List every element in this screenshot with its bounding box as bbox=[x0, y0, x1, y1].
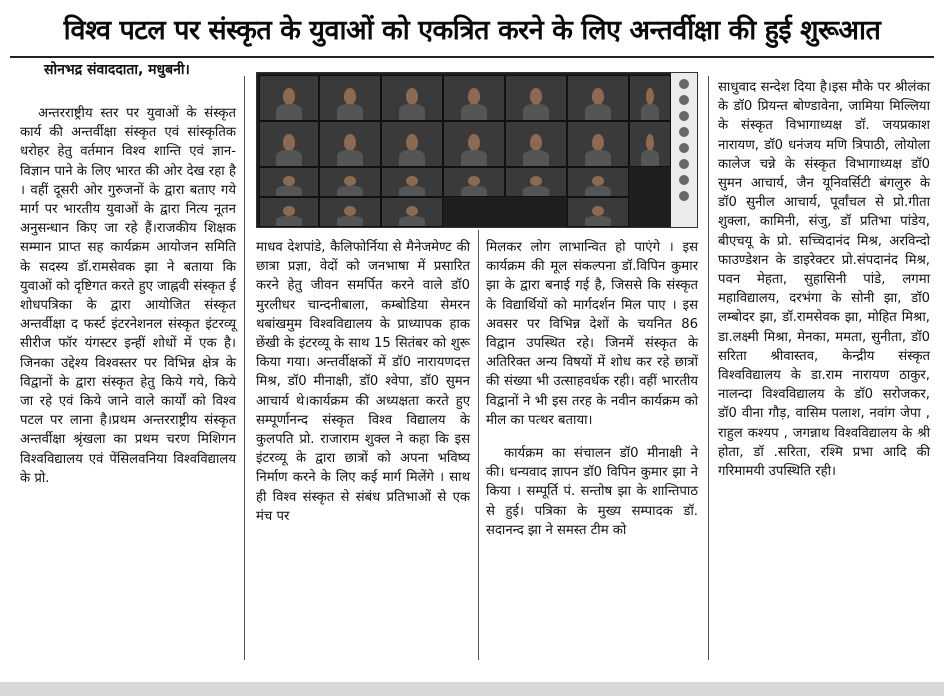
participant-tile bbox=[505, 167, 567, 197]
participant-tile bbox=[567, 167, 629, 197]
column-3-text-b: कार्यक्रम का संचालन डॉ0 मीनाक्षी ने की। धन्यवाद ज्ञापन डॉ0 विपिन कुमार झा ने किया । सम्पूर्ति पं. सन्तोष झा के शान्तिपाठ से हुई। पत्रिका के मुख्य सम्पादक डॉ. सदानन्द झा ने समस्त टीम को bbox=[486, 446, 698, 538]
participant-tile bbox=[259, 75, 319, 121]
article-column-3 bbox=[486, 238, 698, 540]
participant-tile bbox=[629, 75, 671, 121]
participant-tile bbox=[319, 197, 381, 227]
participant-tile bbox=[381, 167, 443, 197]
participant-tile bbox=[505, 75, 567, 121]
participant-tile bbox=[381, 121, 443, 167]
column-divider-1 bbox=[244, 76, 245, 660]
participant-tile bbox=[319, 121, 381, 167]
column-divider-2 bbox=[478, 230, 479, 660]
article-column-2 bbox=[256, 238, 470, 526]
participant-tile bbox=[319, 167, 381, 197]
article-column-4 bbox=[718, 78, 930, 481]
article-column-1 bbox=[20, 104, 236, 488]
byline: सोनभद्र संवाददाता, मधुबनी। bbox=[44, 62, 190, 78]
participant-tile bbox=[629, 121, 671, 167]
column-divider-3 bbox=[708, 76, 709, 660]
column-3-text-a: मिलकर लोग लाभान्वित हो पाएंगे । इस कार्यक्रम की मूल संकल्पना डॉ.विपिन कुमार झा के द्वारा बनाई गई है, जिससे कि संस्कृत के विद्यार्थियों को मार्गदर्शन मिल पाए । इस अवसर पर विभिन्न देशों के चयनित 86 विद्वान उपस्थित रहे। जिनमें संस्कृत के अतिरिक्त अन्य विषयों में शोध कर रहे छात्रों की संख्या भी उत्साहवर्धक रही। वहीं भारतीय विद्वानों ने भी इस तरह के नवीन कार्यक्रम को मील का पत्थर बताया। bbox=[486, 240, 698, 428]
participant-tile bbox=[567, 75, 629, 121]
participant-tile bbox=[443, 121, 505, 167]
participant-tile bbox=[381, 75, 443, 121]
participant-tile bbox=[259, 167, 319, 197]
participant-tile bbox=[567, 197, 629, 227]
column-4-text: साधुवाद सन्देश दिया है।इस मौके पर श्रीलंका के डॉ0 प्रियन्त बोण्डावेना, जामिया मिल्लिया के संस्कृत विभागाध्यक्ष डॉ. जयप्रकाश नारायण, डॉ0 धनंजय मणि त्रिपाठी, लोयोला कालेज चन्ने के संस्कृत विभागाध्यक्ष डॉ0 सुमन आचार्य, जैन यूनिवर्सिटी बंगलुरु के डॉ0 सुनील आचार्य, पूर्वांचल से प्रो.गीता शुक्ला, कामिनी, संजु, डॉ प्रतिभा पांडेय, बीएचयू के प्रो. सच्चिदानंद मिश्र, अरविन्दो फाउण्डेशन के डाइरेक्टर प्रो.संपदानंद मिश्र, पवन मेहता, सुहासिनी पांडे, लगमा महाविद्यालय, दरभंगा के सोनी झा, डॉ0 लम्बोदर झा, डॉ.रामसेवक झा, मोहित मिश्रा, डा.लक्ष्मी मिश्रा, मेनका, ममता, सुनीता, डॉ0 सरिता श्रीवास्तव, केन्द्रीय संस्कृत विश्वविद्यालय के डा.राम नारायण ठाकुर, नालन्दा विश्वविद्यालय के डॉ0 सरोजकर, डॉ0 वीना गौड़, वासिम पलाश, नवांग जेपा , राहुल कश्यप , जगन्नाथ विश्वविद्यालय के श्री होता, डॉ .सरिता, रश्मि प्रभा आदि की गरिमामयी उपस्थिति रही। bbox=[718, 80, 930, 480]
participant-tile bbox=[443, 167, 505, 197]
participant-tile bbox=[381, 197, 443, 227]
video-conference-photo bbox=[256, 72, 698, 228]
bottom-strip bbox=[0, 682, 944, 696]
column-1-text: अन्तरराष्ट्रीय स्तर पर युवाओं के संस्कृत कार्य की अन्तर्वीक्षा संस्कृत एवं सांस्कृतिक धरोहर हेतु वर्तमान विश्व शान्ति एवं ज्ञान-विज्ञान पाने के लिए भारत की ओर देख रहा है । वहीं दूसरी ओर गुरुजनों के द्वारा बताए गये मार्ग पर भारतीय युवाओं के द्वारा नित्य नूतन अनुसन्धान किए जा रहे हैं।राजकीय शिक्षक सम्मान प्राप्त सह कार्यक्रम आयोजन समिति के सदस्य डॉ.रामसेवक झा ने बताया कि युवाओं को दृष्टिगत करते हुए जाह्नवी संस्कृत ई शोधपत्रिका के द्वारा आयोजित संस्कृत अन्तर्वीक्षा द फर्स्ट इंटरनेशनल संस्कृत इंटरव्यू सीरीज फॉर यंगस्टर इन्हीं शोधों में एक है। जिनका उद्देश्य विश्वस्तर पर विभिन्न क्षेत्र के विद्वानों के द्वारा संस्कृत हेतु किये गये, किये जा रहे एवं किये जाने वाले कार्यों को विश्व पटल पर लाना है।प्रथम अन्तरराष्ट्रीय संस्कृत अन्तर्वीक्षा श्रृंखला का प्रथम चरण मिशिगन विश्वविद्यालय एवं पेंसिलवनिया विश्वविद्यालय के प्रो. bbox=[20, 106, 236, 486]
participant-tile bbox=[567, 121, 629, 167]
conference-side-panel bbox=[671, 73, 697, 227]
headline: विश्व पटल पर संस्कृत के युवाओं को एकत्रित करने के लिए अन्तर्वीक्षा की हुई शुरूआत bbox=[63, 14, 881, 46]
participant-tile bbox=[443, 75, 505, 121]
headline-rule bbox=[10, 56, 934, 58]
column-2-text: माधव देशपांडे, कैलिफोर्निया से मैनेजमेण्ट की छात्रा प्रज्ञा, वेदों को जनभाषा में प्रसारित करने हेतु जीवन समर्पित करने वाले डॉ0 मुरलीधर चान्दनीबाला, कम्बोडिया सेमरन थबांखमुम विश्वविद्यालय के प्राध्यापक हाक छेंखी के इंटरव्यू के साथ 15 सितंबर को शुरू किया गया। अन्तर्वीक्षकों में डॉ0 नारायणदत्त मिश्र, डॉ0 मीनाक्षी, डॉ0 श्वेपा, डॉ0 सुमन आचार्य थे।कार्यक्रम की अध्यक्षता करते हुए सम्पूर्णानन्द संस्कृत विश्व विद्यालय के कुलपति प्रो. राजाराम शुक्ल ने कहा कि इस इंटरव्यू के द्वारा छात्रों को अपना भविष्य निर्माण करने के लिए कई मार्ग मिलेंगे । साथ ही विश्व संस्कृत से संबंध प्रतिभाओं से एक मंच पर bbox=[256, 240, 470, 524]
participant-tile bbox=[259, 197, 319, 227]
participant-tile bbox=[319, 75, 381, 121]
participant-tile bbox=[505, 121, 567, 167]
participant-tile bbox=[259, 121, 319, 167]
